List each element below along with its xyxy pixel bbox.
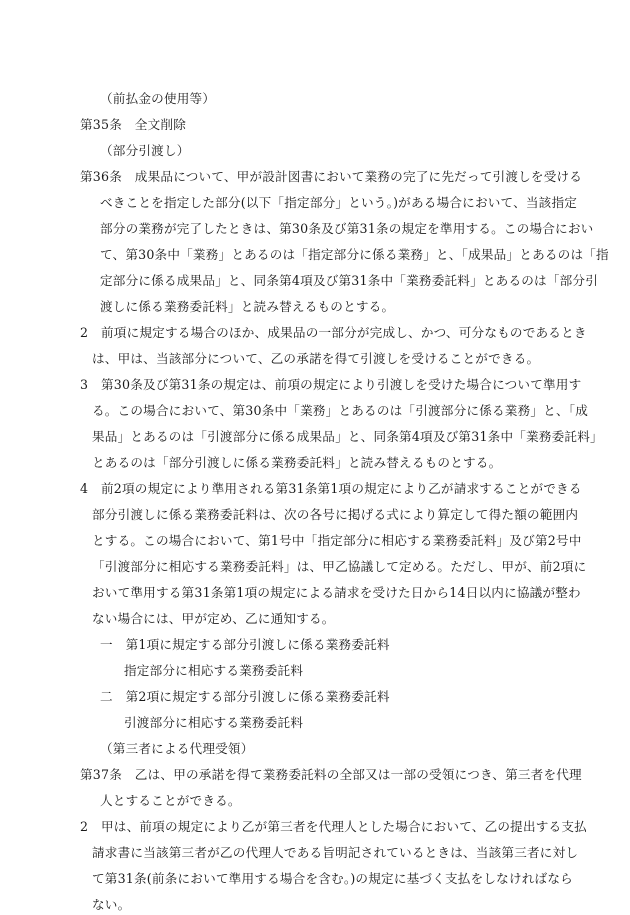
article-37-line: 人とすることができる。 xyxy=(100,793,241,808)
article-37-para-2: て第31条(前条において準用する場合を含む。)の規定に基づく支払をしなければなら xyxy=(92,871,573,886)
article-36-para-2: 2 前項に規定する場合のほか、成果品の一部分が完成し、かつ、可分なものであるとき xyxy=(80,325,587,340)
article-37-para-2: 2 甲は、前項の規定により乙が第三者を代理人とした場合において、乙の提出する支払 xyxy=(80,819,587,834)
article-36-para-4: ない場合には、甲が定め、乙に通知する。 xyxy=(92,611,335,626)
article-36-para-3: とあるのは「部分引渡しに係る業務委託料」と読み替えるものとする。 xyxy=(92,455,502,470)
article-36-para-4: 「引渡部分に相応する業務委託料」は、甲乙協議して定める。ただし、甲が、前2項に xyxy=(92,559,587,574)
article-36-para-4: おいて準用する第31条第1項の規定による請求を受けた日から14日以内に協議が整わ xyxy=(92,585,581,600)
article-36-para-4: 部分引渡しに係る業務委託料は、次の各号に掲げる式により算定して得た額の範囲内 xyxy=(92,507,579,522)
article-36-line: 定部分に係る成果品」と、同条第4項及び第31条中「業務委託料」とあるのは「部分引 xyxy=(100,273,599,288)
article-36-para-3: る。この場合において、第30条中「業務」とあるのは「引渡部分に係る業務」と、「成 xyxy=(92,403,589,418)
caption-advance-use: （前払金の使用等） xyxy=(100,91,216,106)
item-1-formula: 指定部分に相応する業務委託料 xyxy=(124,663,304,678)
article-37-para-2: 請求書に当該第三者が乙の代理人である旨明記されているときは、当該第三者に対し xyxy=(92,845,579,860)
article-35: 第35条 全文削除 xyxy=(80,117,186,132)
caption-agent-receipt: （第三者による代理受領） xyxy=(100,741,254,756)
caption-partial-delivery: （部分引渡し） xyxy=(100,143,190,158)
article-36-para-3: 3 第30条及び第31条の規定は、前項の規定により引渡しを受けた場合について準用す xyxy=(80,377,582,392)
article-36-line: 渡しに係る業務委託料」と読み替えるものとする。 xyxy=(100,299,395,314)
article-36-para-3: 果品」とあるのは「引渡部分に係る成果品」と、同条第4項及び第31条中「業務委託料」 xyxy=(92,429,603,444)
article-36-line: 部分の業務が完了したときは、第30条及び第31条の規定を準用する。この場合におい xyxy=(100,221,594,236)
item-1-label: 一 第1項に規定する部分引渡しに係る業務委託料 xyxy=(100,637,390,652)
article-36-line: 第36条 成果品について、甲が設計図書において業務の完了に先だって引渡しを受ける xyxy=(80,169,583,184)
article-36-para-2: は、甲は、当該部分について、乙の承諾を得て引渡しを受けることができる。 xyxy=(92,351,540,366)
article-37-para-2: ない。 xyxy=(92,897,131,912)
item-2-label: 二 第2項に規定する部分引渡しに係る業務委託料 xyxy=(100,689,390,704)
article-36-para-4: とする。この場合において、第1号中「指定部分に相応する業務委託料」及び第2号中 xyxy=(92,533,582,548)
item-2-formula: 引渡部分に相応する業務委託料 xyxy=(124,715,304,730)
article-37-line: 第37条 乙は、甲の承諾を得て業務委託料の全部又は一部の受領につき、第三者を代理 xyxy=(80,767,582,782)
article-36-line: べきことを指定した部分(以下「指定部分」という。)がある場合において、当該指定 xyxy=(100,195,578,210)
article-36-line: て、第30条中「業務」とあるのは「指定部分に係る業務」と、「成果品」とあるのは「指 xyxy=(100,247,609,262)
article-36-para-4: 4 前2項の規定により準用される第31条第1項の規定により乙が請求することができる xyxy=(80,481,582,496)
